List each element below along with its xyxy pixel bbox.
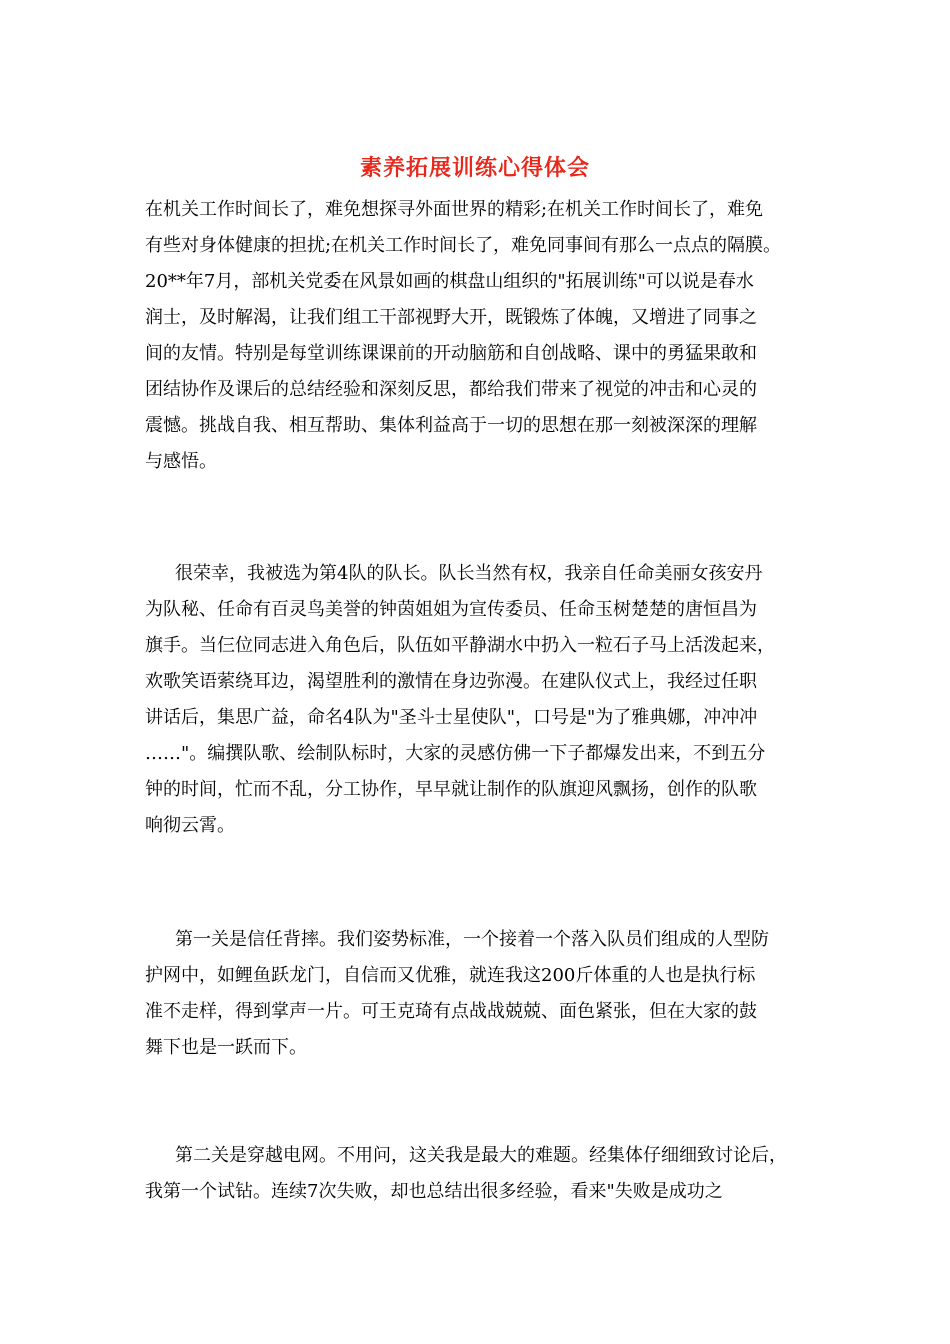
paragraph-line: 响彻云霄。 <box>145 815 235 836</box>
paragraph-line: 润士，及时解渴，让我们组工干部视野大开，既锻炼了体魄，又增进了同事之 <box>145 307 757 328</box>
document-title: 素养拓展训练心得体会 <box>359 155 590 181</box>
paragraph-line: 20**年7月，部机关党委在风景如画的棋盘山组织的"拓展训练"可以说是春水 <box>145 271 754 292</box>
paragraph-line: 旗手。当仨位同志进入角色后，队伍如平静湖水中扔入一粒石子马上活泼起来， <box>145 635 775 656</box>
paragraph-line: 有些对身体健康的担扰;在机关工作时间长了，难免同事间有那么一点点的隔膜。 <box>145 235 782 256</box>
paragraph-4 <box>145 1138 817 1210</box>
paragraph-line: 很荣幸，我被选为第4队的队长。队长当然有权，我亲自任命美丽女孩安丹 <box>175 563 763 584</box>
paragraph-line: 为队秘、任命有百灵鸟美誉的钟茵姐姐为宣传委员、任命玉树楚楚的唐恒昌为 <box>145 599 757 620</box>
paragraph-line: 舞下也是一跃而下。 <box>145 1037 307 1058</box>
paragraph-line: 与感悟。 <box>145 451 217 472</box>
paragraph-line: 钟的时间，忙而不乱，分工协作，早早就让制作的队旗迎风飘扬，创作的队歌 <box>145 779 757 800</box>
paragraph-2 <box>145 556 817 844</box>
paragraph-line: 间的友情。特别是每堂训练课课前的开动脑筋和自创战略、课中的勇猛果敢和 <box>145 343 757 364</box>
paragraph-line: 震憾。挑战自我、相互帮助、集体利益高于一切的思想在那一刻被深深的理解 <box>145 415 757 436</box>
paragraph-1 <box>145 192 817 480</box>
paragraph-line: 第二关是穿越电网。不用问，这关我是最大的难题。经集体仔细细致讨论后， <box>175 1145 787 1166</box>
paragraph-line: 欢歌笑语萦绕耳边，渴望胜利的激情在身边弥漫。在建队仪式上，我经过任职 <box>145 671 757 692</box>
paragraph-line: ……"。编撰队歌、绘制队标时，大家的灵感仿佛一下子都爆发出来，不到五分 <box>145 743 766 764</box>
paragraph-line: 讲话后，集思广益，命名4队为"圣斗士星使队"，口号是"为了雅典娜，冲冲冲 <box>145 707 758 728</box>
paragraph-line: 护网中，如鲤鱼跃龙门，自信而又优雅，就连我这200斤体重的人也是执行标 <box>145 965 756 986</box>
paragraph-line: 我第一个试钻。连续7次失败，却也总结出很多经验，看来"失败是成功之 <box>145 1181 723 1202</box>
paragraph-line: 准不走样，得到掌声一片。可王克琦有点战战兢兢、面色紧张，但在大家的鼓 <box>145 1001 757 1022</box>
paragraph-line: 在机关工作时间长了，难免想探寻外面世界的精彩;在机关工作时间长了，难免 <box>145 199 764 220</box>
paragraph-line: 第一关是信任背摔。我们姿势标准，一个接着一个落入队员们组成的人型防 <box>175 929 769 950</box>
paragraph-line: 团结协作及课后的总结经验和深刻反思，都给我们带来了视觉的冲击和心灵的 <box>145 379 757 400</box>
paragraph-3 <box>145 922 817 1066</box>
